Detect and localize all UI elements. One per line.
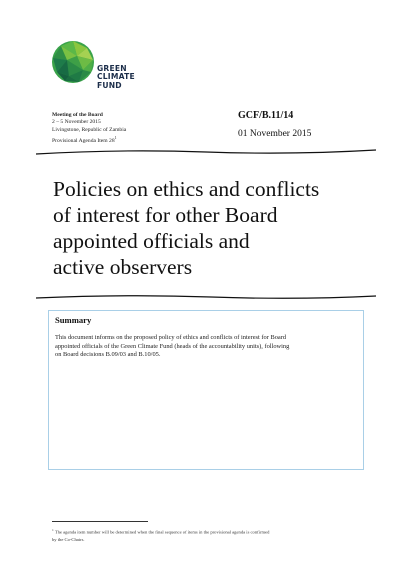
meeting-dates: 2 – 5 November 2015 — [52, 119, 101, 126]
summary-text — [55, 334, 355, 360]
summary-heading: Summary — [55, 315, 92, 325]
summary-box — [48, 310, 364, 470]
title-divider — [36, 292, 376, 302]
logo-line-1: GREEN — [97, 64, 127, 73]
meeting-label: Meeting of the Board — [52, 112, 103, 118]
meeting-location: Livingstone, Republic of Zambia — [52, 126, 127, 133]
meeting-info — [52, 112, 126, 145]
summary-line-2: appointed officials of the Green Climate Fund (heads of the accountability units), following — [55, 342, 290, 350]
summary-line-3: on Board decisions B.09/03 and B.10/05. — [55, 351, 161, 359]
title-line-3: appointed officials and — [53, 229, 250, 253]
title-line-1: Policies on ethics and conflicts — [53, 177, 320, 201]
summary-line-1: This document informs on the proposed policy of ethics and conflicts of interest for Board — [55, 334, 287, 341]
footnote — [52, 527, 372, 543]
logo-wordmark — [97, 65, 135, 90]
footnote-divider — [52, 521, 148, 522]
agenda-footnote-mark: 1 — [114, 135, 117, 141]
footnote-line-1: $^1$ The agenda item number will be determined when the final sequence of items in the provisional agenda is confirmed — [52, 528, 270, 535]
title-line-4: active observers — [53, 255, 193, 279]
title-line-2: of interest for other Board — [53, 203, 278, 227]
logo-line-3: FUND — [97, 80, 122, 90]
document-id: GCF/B.11/14 — [238, 110, 294, 121]
footnote-mark: 1 — [52, 528, 54, 532]
footnote-line-2: by the Co-Chairs. — [52, 536, 85, 542]
globe-icon — [52, 41, 94, 83]
document-title — [53, 176, 373, 280]
header-divider — [36, 147, 376, 157]
document-date: 01 November 2015 — [238, 129, 312, 139]
agenda-item: Provisional Agenda Item $28^1$ — [52, 135, 117, 145]
logo-line-2: CLIMATE — [97, 72, 135, 82]
